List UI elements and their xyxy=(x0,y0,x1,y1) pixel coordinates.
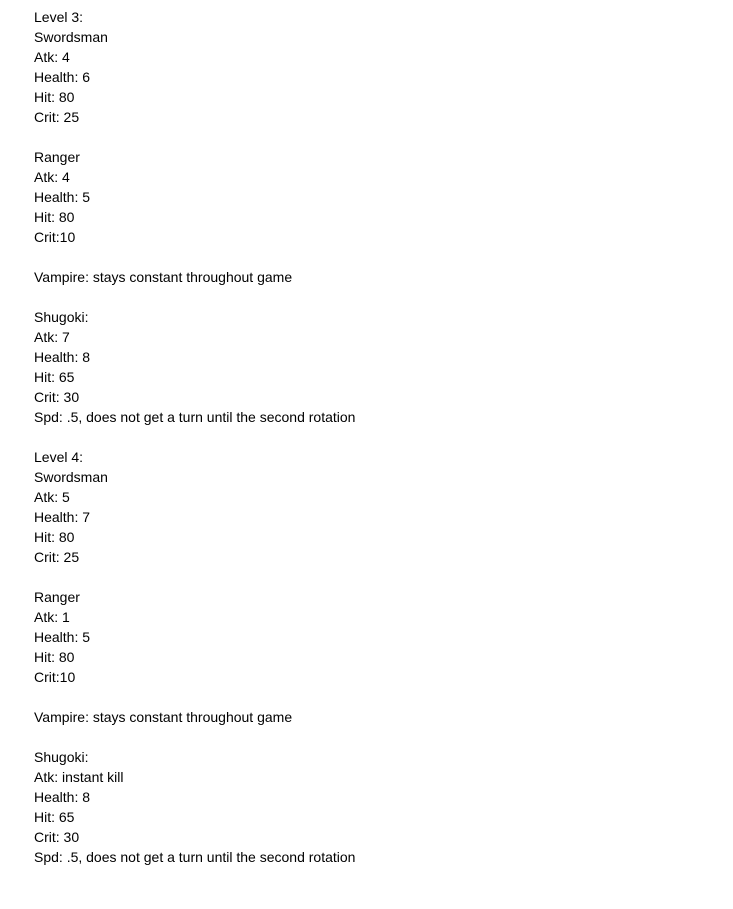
stat-spd: Spd: .5, does not get a turn until the second rotation xyxy=(34,849,356,865)
ranger-stats xyxy=(34,147,714,247)
spacer xyxy=(34,287,714,307)
document-page xyxy=(34,7,714,867)
stat-atk: Atk: 7 xyxy=(34,329,70,345)
shugoki-stats xyxy=(34,747,714,867)
spacer xyxy=(34,727,714,747)
vampire-note: Vampire: stays constant throughout game xyxy=(34,709,293,725)
stat-health: Health: 8 xyxy=(34,789,91,805)
unit-name: Shugoki: xyxy=(34,749,89,765)
stat-hit: Hit: 65 xyxy=(34,809,75,825)
spacer xyxy=(34,427,714,447)
stat-hit: Hit: 80 xyxy=(34,209,75,225)
spacer xyxy=(34,567,714,587)
stat-atk: Atk: 4 xyxy=(34,49,70,65)
spacer xyxy=(34,127,714,147)
stat-crit: Crit:10 xyxy=(34,229,76,245)
stat-crit: Crit: 25 xyxy=(34,549,80,565)
swordsman-stats xyxy=(34,467,714,567)
unit-name: Ranger xyxy=(34,149,80,165)
stat-atk: Atk: 1 xyxy=(34,609,70,625)
level-4-section xyxy=(34,447,714,867)
shugoki-stats xyxy=(34,307,714,427)
stat-crit: Crit: 30 xyxy=(34,389,80,405)
stat-crit: Crit:10 xyxy=(34,669,76,685)
unit-name: Swordsman xyxy=(34,469,108,485)
spacer xyxy=(34,247,714,267)
unit-name: Ranger xyxy=(34,589,80,605)
ranger-stats xyxy=(34,587,714,687)
unit-name: Swordsman xyxy=(34,29,108,45)
unit-name: Shugoki: xyxy=(34,309,89,325)
swordsman-stats xyxy=(34,27,714,127)
stat-spd: Spd: .5, does not get a turn until the second rotation xyxy=(34,409,356,425)
stat-health: Health: 7 xyxy=(34,509,91,525)
level-heading: Level 4: xyxy=(34,449,84,465)
stat-atk: Atk: 4 xyxy=(34,169,70,185)
stat-health: Health: 8 xyxy=(34,349,91,365)
stat-health: Health: 6 xyxy=(34,69,91,85)
stat-hit: Hit: 80 xyxy=(34,649,75,665)
stat-hit: Hit: 80 xyxy=(34,529,75,545)
level-3-section xyxy=(34,7,714,427)
stat-hit: Hit: 80 xyxy=(34,89,75,105)
stat-atk: Atk: instant kill xyxy=(34,769,124,785)
spacer xyxy=(34,687,714,707)
stat-hit: Hit: 65 xyxy=(34,369,75,385)
stat-crit: Crit: 30 xyxy=(34,829,80,845)
stat-health: Health: 5 xyxy=(34,629,91,645)
stat-health: Health: 5 xyxy=(34,189,91,205)
stat-atk: Atk: 5 xyxy=(34,489,70,505)
vampire-note: Vampire: stays constant throughout game xyxy=(34,269,293,285)
level-heading: Level 3: xyxy=(34,9,84,25)
stat-crit: Crit: 25 xyxy=(34,109,80,125)
